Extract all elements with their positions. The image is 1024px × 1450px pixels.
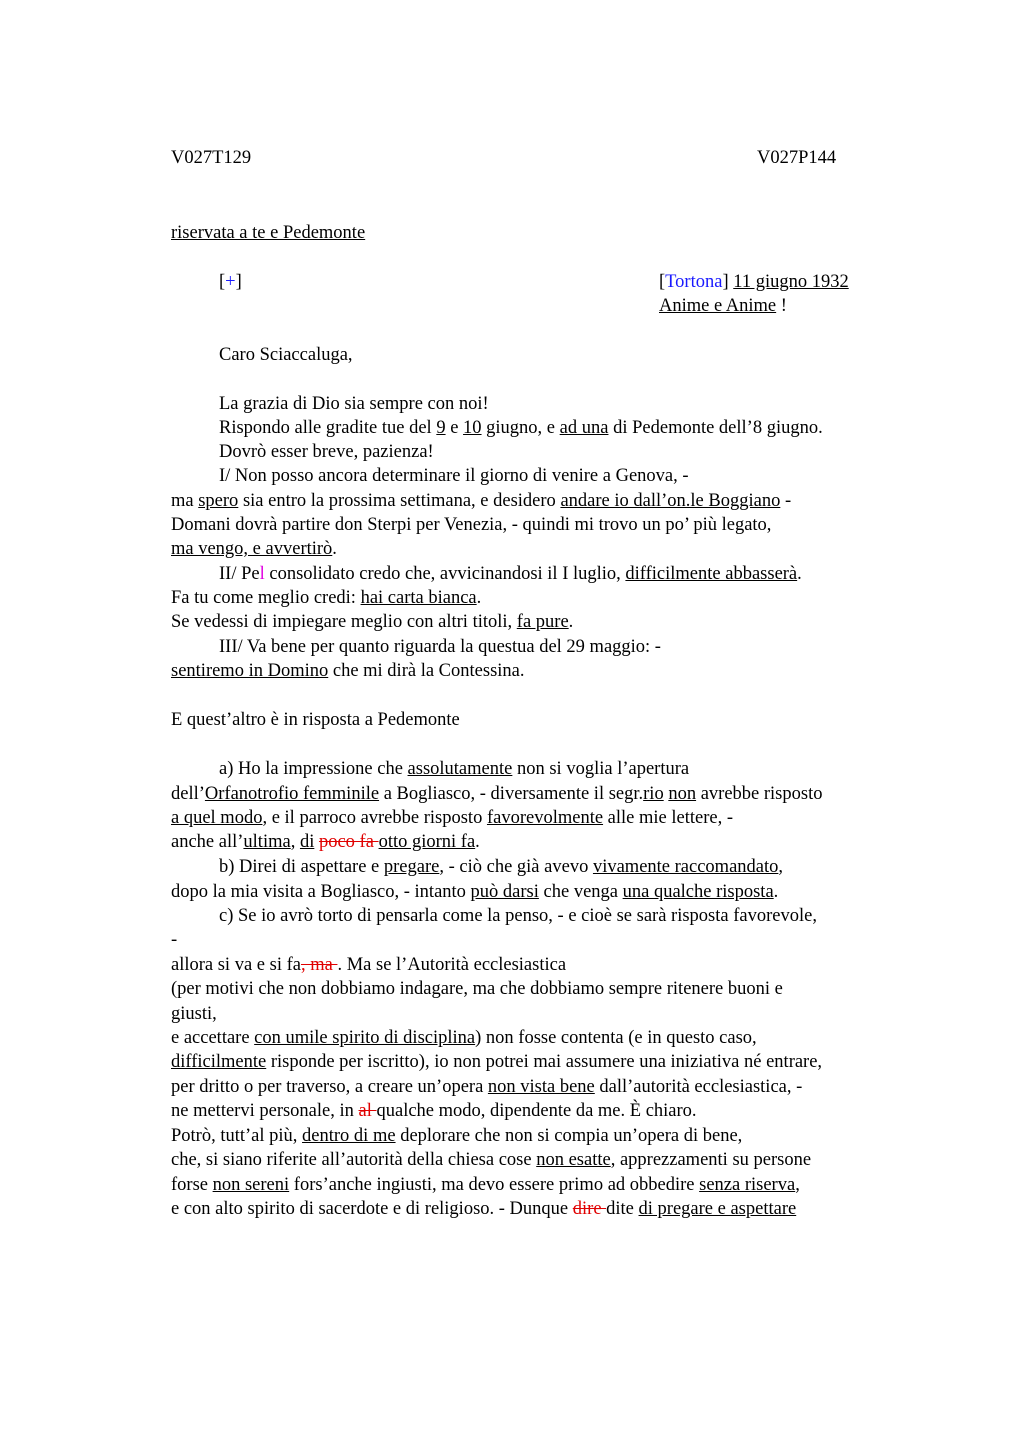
underlined-run: ad una: [559, 418, 609, 438]
point-2-line-2: [171, 587, 481, 609]
deleted-run: poco fa: [318, 832, 379, 852]
document-id-right: V027P144: [757, 148, 837, 168]
dateline-place: Tortona: [665, 272, 723, 292]
document-id-left: V027T129: [171, 148, 252, 168]
underlined-run: 10: [463, 418, 482, 438]
text-run: b) Direi di aspettare e: [219, 857, 384, 877]
text-run: e accettare: [171, 1028, 255, 1048]
text-run: ne mettervi personale, in: [171, 1101, 359, 1121]
text-run: .: [476, 588, 482, 608]
underlined-run: una qualche risposta: [622, 882, 774, 902]
text-run: ma: [171, 491, 199, 511]
point-2-line-3: [171, 611, 573, 633]
motto-text: Anime e Anime: [659, 296, 777, 316]
dateline: [Tortona] 11 giugno 1932: [659, 272, 849, 292]
text-run: e: [445, 418, 464, 438]
text-run: dite: [606, 1199, 639, 1219]
point-a-line-1: [219, 758, 689, 780]
underlined-run: hai carta bianca: [360, 588, 477, 608]
deleted-run: al: [358, 1101, 377, 1121]
underlined-run: Orfanotrofio femminile: [204, 784, 380, 804]
confidential-note: riservata a te e Pedemonte: [171, 223, 366, 243]
point-c-line-11: [171, 1149, 811, 1171]
text-run: qualche modo, dipendente da me. È chiaro.: [376, 1101, 697, 1121]
text-run: giugno, e: [481, 418, 560, 438]
motto: [659, 295, 787, 317]
point-b-line-2: [171, 881, 778, 903]
underlined-run: spero: [198, 491, 239, 511]
point-c-line-5: giusti,: [171, 1004, 217, 1024]
underlined-run: vivamente raccomandato: [592, 857, 779, 877]
text-run: .: [797, 564, 802, 584]
point-c-line-8: [171, 1076, 802, 1098]
point-c-line-3: [171, 954, 566, 976]
underlined-run: favorevolmente: [486, 808, 604, 828]
underlined-run: difficilmente abbasserà: [625, 564, 798, 584]
underlined-run: ma vengo, e avvertirò: [171, 539, 333, 559]
text-run: dall’autorità ecclesiastica, -: [594, 1077, 803, 1097]
underlined-run: non vista bene: [487, 1077, 595, 1097]
text-run: dell’: [171, 784, 205, 804]
point-c-line-4: (per motivi che non dobbiamo indagare, ma che dobbiamo sempre ritenere buoni e: [171, 979, 783, 999]
text-run: , - ciò che già avevo: [439, 857, 593, 877]
underlined-run: non esatte: [536, 1150, 611, 1170]
point-c-line-12: [171, 1174, 800, 1196]
text-run: Se vedessi di impiegare meglio con altri titoli,: [171, 612, 517, 632]
text-run: -: [780, 491, 792, 511]
text-run: II/ Pe: [219, 564, 260, 584]
point-3-line-1: III/ Va bene per quanto riguarda la questua del 29 maggio: -: [219, 637, 661, 657]
text-run: anche all’: [171, 832, 244, 852]
underlined-run: difficilmente: [171, 1052, 267, 1072]
underlined-run: dentro di me: [302, 1126, 396, 1146]
text-run: a) Ho la impressione che: [219, 759, 408, 779]
text-run: ) non fosse contenta (e in questo caso,: [475, 1028, 757, 1048]
text-run: che venga: [538, 882, 623, 902]
intro-line-2: [219, 417, 823, 439]
underlined-run: otto giorni fa: [378, 832, 476, 852]
point-c-line-13: [171, 1198, 796, 1220]
point-a-line-2: [171, 783, 822, 805]
underlined-run: senza riserva: [699, 1175, 796, 1195]
underlined-run: rio: [643, 784, 664, 804]
underlined-run: sentiremo in Domino: [171, 661, 329, 681]
text-run: che, si siano riferite all’autorità della chiesa cose: [171, 1150, 537, 1170]
text-run: alle mie lettere, -: [603, 808, 733, 828]
point-c-line-9: [171, 1100, 697, 1122]
text-run: deplorare che non si compia un’opera di bene,: [395, 1126, 743, 1146]
underlined-run: assolutamente: [407, 759, 513, 779]
underlined-run: di pregare e aspettare: [638, 1199, 797, 1219]
text-run: consolidato credo che, avvicinandosi il I luglio,: [264, 564, 626, 584]
underlined-run: pregare: [383, 857, 440, 877]
point-c-line-10: [171, 1125, 742, 1147]
text-run: , apprezzamenti su persone: [610, 1150, 812, 1170]
underlined-run: ultima: [243, 832, 291, 852]
text-run: Rispondo alle gradite tue del: [219, 418, 437, 438]
underlined-run: di: [299, 832, 315, 852]
point-c-line-6: [171, 1027, 757, 1049]
point-2-line-1: [219, 563, 802, 585]
point-1-line-1: I/ Non posso ancora determinare il giorno di venire a Genova, -: [219, 466, 689, 486]
underlined-run: fa pure: [516, 612, 569, 632]
point-1-line-4: [171, 538, 337, 560]
text-run: sia entro la prossima settimana, e desidero: [238, 491, 561, 511]
point-a-line-4: [171, 831, 480, 853]
text-run: Potrò, tutt’al più,: [171, 1126, 303, 1146]
text-run: di Pedemonte dell’8 giugno.: [608, 418, 823, 438]
text-run: fors’anche ingiusti, ma devo essere primo ad obbedire: [289, 1175, 700, 1195]
point-3-line-2: [171, 660, 525, 682]
text-run: dopo la mia visita a Bogliasco, - intanto: [171, 882, 471, 902]
motto-exclamation: !: [780, 296, 787, 316]
point-b-line-1: [219, 856, 783, 878]
inserted-letter: l: [259, 564, 265, 584]
deleted-run: , ma: [300, 955, 338, 975]
point-1-line-3: Domani dovrà partire don Sterpi per Venezia, - quindi mi trovo un po’ più legato,: [171, 515, 772, 535]
text-run: per dritto o per traverso, a creare un’opera: [171, 1077, 488, 1097]
text-run: che mi dirà la Contessina.: [328, 661, 525, 681]
point-1-line-2: [171, 490, 791, 512]
text-run: non si voglia l’apertura: [512, 759, 690, 779]
text-run: ,: [290, 832, 300, 852]
intro-line-1: La grazia di Dio sia sempre con noi!: [219, 394, 489, 414]
text-run: .: [773, 882, 779, 902]
point-c-line-7: [171, 1051, 822, 1073]
text-run: ,: [795, 1175, 800, 1195]
text-run: .: [568, 612, 574, 632]
deleted-run: dire: [572, 1199, 607, 1219]
text-run: avrebbe risposto: [696, 784, 823, 804]
dateline-date: 11 giugno 1932: [733, 272, 849, 292]
underlined-run: non: [668, 784, 697, 804]
point-a-line-3: [171, 807, 733, 829]
underlined-run: andare io dall’on.le Boggiano: [560, 491, 781, 511]
text-run: a Bogliasco, - diversamente il segr.: [379, 784, 644, 804]
cross-symbol: +: [225, 272, 236, 292]
cross-mark: [+]: [219, 272, 242, 292]
underlined-run: 9: [436, 418, 446, 438]
underlined-run: con umile spirito di disciplina: [254, 1028, 476, 1048]
greeting: Caro Sciaccaluga,: [219, 345, 353, 365]
underlined-run: non sereni: [212, 1175, 290, 1195]
intro-line-3: Dovrò esser breve, pazienza!: [219, 442, 434, 462]
text-run: . Ma se l’Autorità ecclesiastica: [337, 955, 567, 975]
text-run: allora si va e si fa: [171, 955, 301, 975]
underlined-run: può darsi: [470, 882, 539, 902]
section-heading: E quest’altro è in risposta a Pedemonte: [171, 710, 460, 730]
text-run: , e il parroco avrebbe risposto: [262, 808, 487, 828]
point-c-line-1: c) Se io avrò torto di pensarla come la penso, - e cioè se sarà risposta favorevole,: [219, 906, 817, 926]
point-c-line-2: -: [171, 930, 178, 950]
text-run: risponde per iscritto), io non potrei mai assumere una iniziativa né entrare,: [266, 1052, 823, 1072]
text-run: .: [332, 539, 337, 559]
text-run: .: [475, 832, 480, 852]
text-run: ,: [778, 857, 784, 877]
text-run: e con alto spirito di sacerdote e di religioso. - Dunque: [171, 1199, 573, 1219]
text-run: forse: [171, 1175, 213, 1195]
text-run: Fa tu come meglio credi:: [171, 588, 361, 608]
underlined-run: a quel modo: [171, 808, 263, 828]
